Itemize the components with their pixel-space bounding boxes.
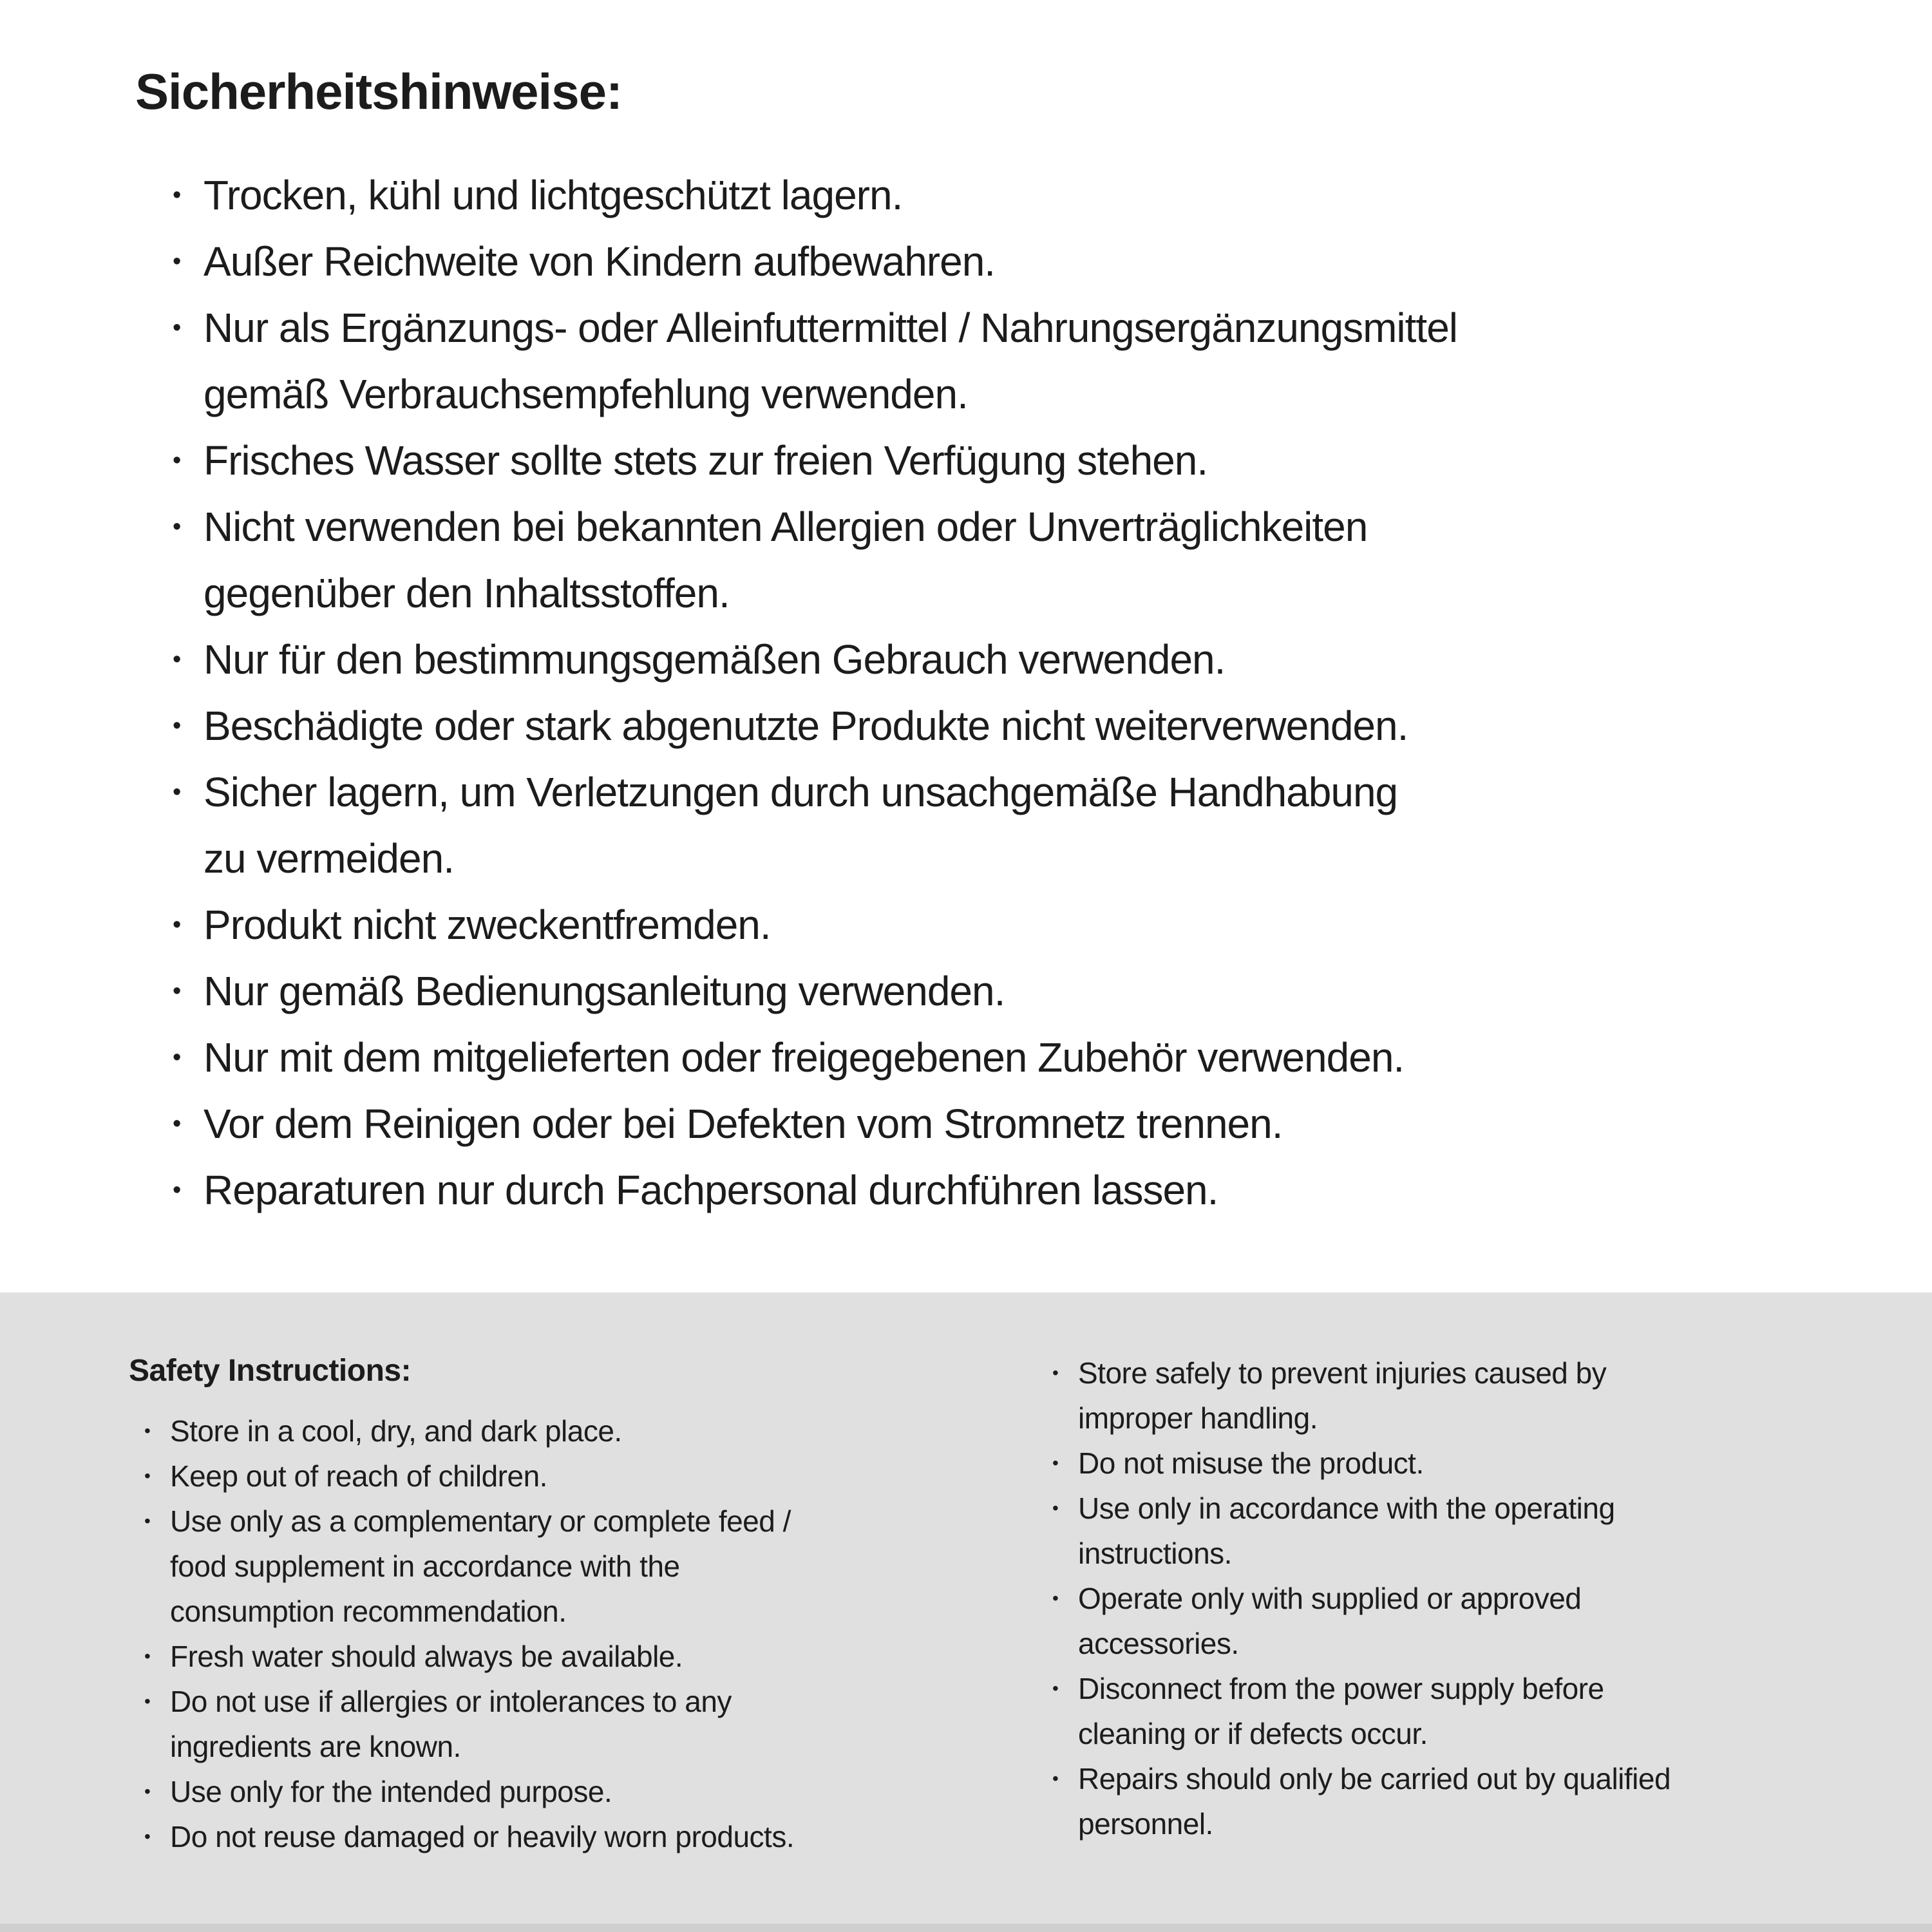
bullet-line: accessories. [1078, 1627, 1239, 1660]
bullet-item [144, 1454, 972, 1499]
bullet-text [204, 693, 1861, 759]
bullet-text [204, 295, 1861, 428]
bullet-dot-icon [173, 162, 204, 229]
bullet-line: Außer Reichweite von Kindern aufbewahren. [204, 238, 996, 285]
bullet-item [144, 1499, 972, 1634]
bullet-text [204, 1157, 1861, 1224]
bullet-text [204, 958, 1861, 1025]
bullet-text [204, 759, 1861, 892]
bullet-item [144, 1769, 972, 1814]
bullet-item [173, 759, 1861, 892]
bullet-line: Do not reuse damaged or heavily worn products. [170, 1820, 795, 1853]
bullet-text [170, 1454, 972, 1499]
bullet-line: improper handling. [1078, 1401, 1318, 1435]
bullet-dot-icon [1052, 1666, 1078, 1711]
bullet-item [144, 1408, 972, 1454]
bullet-dot-icon [144, 1814, 170, 1859]
bullet-dot-icon [173, 958, 204, 1025]
bullet-item [173, 627, 1861, 693]
bullet-text [170, 1814, 972, 1859]
bullet-item [1052, 1756, 1855, 1846]
bullet-item [173, 1157, 1861, 1224]
bullet-dot-icon [173, 295, 204, 361]
bullet-dot-icon [173, 693, 204, 759]
bullet-item [173, 892, 1861, 958]
bullet-line: gegenüber den Inhaltsstoffen. [204, 569, 730, 616]
bullet-dot-icon [173, 892, 204, 958]
german-bullet-list [135, 162, 1861, 1224]
bullet-item [144, 1679, 972, 1769]
bullet-line: cleaning or if defects occur. [1078, 1717, 1428, 1750]
bullet-line: Use only in accordance with the operating [1078, 1492, 1615, 1525]
bullet-item [1052, 1441, 1855, 1486]
bullet-item [1052, 1350, 1855, 1441]
bullet-line: Nicht verwenden bei bekannten Allergien oder Unverträglichkeiten [204, 503, 1368, 550]
bullet-text [204, 1091, 1861, 1157]
bullet-text [1078, 1666, 1855, 1756]
bullet-dot-icon [173, 494, 204, 560]
bullet-text [170, 1634, 972, 1679]
bullet-line: Sicher lagern, um Verletzungen durch unsachgemäße Handhabung [204, 768, 1398, 815]
bullet-item [173, 229, 1861, 295]
bullet-dot-icon [144, 1679, 170, 1724]
bullet-dot-icon [144, 1408, 170, 1454]
bullet-line: Trocken, kühl und lichtgeschützt lagern. [204, 171, 903, 218]
english-right-bullet-list [1037, 1350, 1855, 1846]
bullet-line: Fresh water should always be available. [170, 1640, 683, 1673]
bullet-text [204, 162, 1861, 229]
bullet-item [173, 428, 1861, 494]
bullet-dot-icon [144, 1769, 170, 1814]
german-title: Sicherheitshinweise: [135, 63, 622, 120]
bullet-line: Use only for the intended purpose. [170, 1775, 612, 1808]
bullet-line: Store safely to prevent injuries caused by [1078, 1356, 1607, 1390]
bullet-line: Do not use if allergies or intolerances to any [170, 1685, 732, 1718]
bullet-item [173, 693, 1861, 759]
bullet-line: instructions. [1078, 1537, 1232, 1570]
bullet-line: Nur für den bestimmungsgemäßen Gebrauch verwenden. [204, 636, 1226, 683]
bullet-text [1078, 1441, 1855, 1486]
bullet-item [173, 1091, 1861, 1157]
bullet-text [204, 1025, 1861, 1091]
bullet-text [1078, 1756, 1855, 1846]
bullet-line: consumption recommendation. [170, 1595, 567, 1628]
bullet-dot-icon [173, 627, 204, 693]
bullet-text [204, 428, 1861, 494]
bullet-line: Nur als Ergänzungs- oder Alleinfuttermittel / Nahrungsergänzungsmittel [204, 304, 1457, 351]
english-left-column [129, 1350, 972, 1859]
bullet-dot-icon [173, 428, 204, 494]
bullet-line: food supplement in accordance with the [170, 1549, 680, 1583]
english-left-bullet-list [129, 1408, 972, 1859]
bullet-line: Operate only with supplied or approved [1078, 1582, 1582, 1615]
bullet-line: personnel. [1078, 1807, 1213, 1841]
bullet-line: Keep out of reach of children. [170, 1459, 547, 1493]
bullet-dot-icon [1052, 1350, 1078, 1396]
bullet-line: Frisches Wasser sollte stets zur freien Verfügung stehen. [204, 437, 1208, 484]
bullet-dot-icon [1052, 1756, 1078, 1801]
bullet-item [1052, 1486, 1855, 1576]
bullet-dot-icon [144, 1634, 170, 1679]
bullet-item [173, 162, 1861, 229]
bullet-dot-icon [144, 1499, 170, 1544]
bullet-line: Produkt nicht zweckentfremden. [204, 901, 771, 948]
bullet-line: Disconnect from the power supply before [1078, 1672, 1604, 1705]
bullet-line: zu vermeiden. [204, 835, 454, 882]
bullet-text [204, 229, 1861, 295]
bullet-line: Repairs should only be carried out by qualified [1078, 1762, 1671, 1795]
bullet-item [173, 958, 1861, 1025]
bullet-dot-icon [173, 1157, 204, 1224]
bullet-line: Reparaturen nur durch Fachpersonal durchführen lassen. [204, 1166, 1218, 1213]
bullet-line: Nur gemäß Bedienungsanleitung verwenden. [204, 967, 1005, 1014]
english-safety-panel [0, 1293, 1932, 1932]
bullet-text [204, 892, 1861, 958]
bullet-dot-icon [144, 1454, 170, 1499]
english-right-column [1037, 1350, 1855, 1846]
bullet-text [170, 1769, 972, 1814]
bullet-item [173, 1025, 1861, 1091]
english-heading: Safety Instructions: [129, 1354, 412, 1388]
bullet-item [1052, 1576, 1855, 1666]
bullet-text [204, 494, 1861, 627]
bullet-text [170, 1679, 972, 1769]
bullet-text [1078, 1576, 1855, 1666]
bullet-dot-icon [1052, 1486, 1078, 1531]
bullet-line: Beschädigte oder stark abgenutzte Produkte nicht weiterverwenden. [204, 702, 1408, 749]
bullet-text [170, 1499, 972, 1634]
bullet-dot-icon [1052, 1576, 1078, 1621]
bullet-item [173, 494, 1861, 627]
bullet-dot-icon [173, 759, 204, 826]
bullet-line: Vor dem Reinigen oder bei Defekten vom Stromnetz trennen. [204, 1100, 1283, 1147]
bullet-line: Do not misuse the product. [1078, 1446, 1424, 1480]
bullet-item [144, 1814, 972, 1859]
bullet-text [204, 627, 1861, 693]
bullet-dot-icon [173, 1091, 204, 1157]
bullet-text [1078, 1350, 1855, 1441]
bullet-line: Use only as a complementary or complete feed / [170, 1504, 791, 1538]
bottom-edge-strip [0, 1924, 1932, 1932]
bullet-dot-icon [173, 1025, 204, 1091]
bullet-dot-icon [1052, 1441, 1078, 1486]
bullet-item [144, 1634, 972, 1679]
bullet-text [170, 1408, 972, 1454]
bullet-item [1052, 1666, 1855, 1756]
bullet-line: Store in a cool, dry, and dark place. [170, 1414, 622, 1448]
bullet-line: Nur mit dem mitgelieferten oder freigegebenen Zubehör verwenden. [204, 1034, 1405, 1081]
bullet-dot-icon [173, 229, 204, 295]
bullet-item [173, 295, 1861, 428]
bullet-line: ingredients are known. [170, 1730, 461, 1763]
bullet-line: gemäß Verbrauchsempfehlung verwenden. [204, 370, 968, 417]
bullet-text [1078, 1486, 1855, 1576]
